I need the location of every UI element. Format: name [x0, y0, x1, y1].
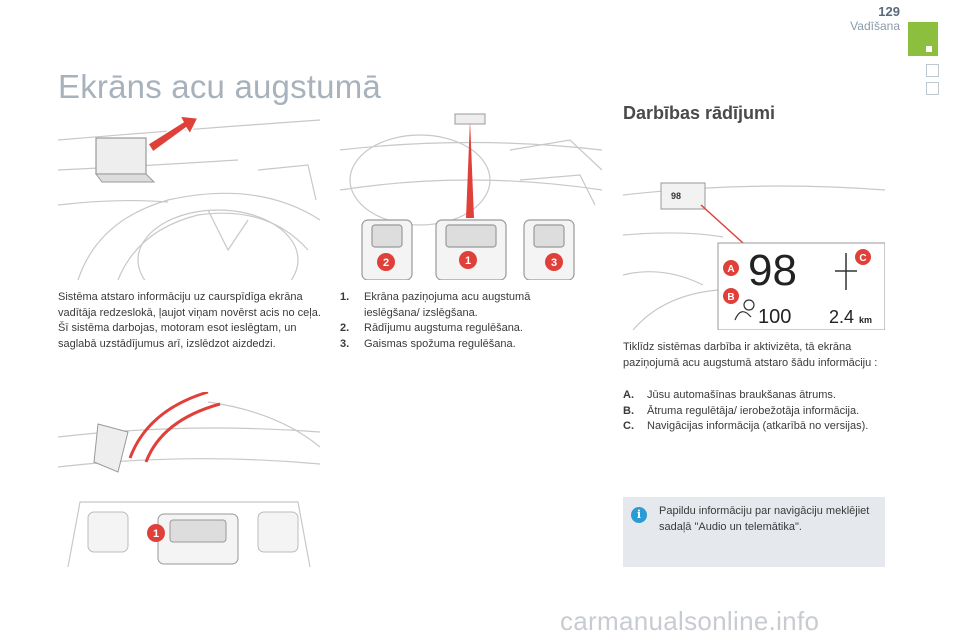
- list-text: Jūsu automašīnas braukšanas ātrums.: [647, 389, 836, 401]
- callout-3: 3: [550, 257, 558, 269]
- info-icon: i: [631, 507, 647, 523]
- page-number: 129: [878, 4, 900, 19]
- dashboard-buttons-illustration: [340, 110, 602, 280]
- info-note-box: [623, 497, 885, 567]
- list-key: B.: [623, 404, 634, 417]
- section-label: Vadīšana: [850, 19, 900, 33]
- list-key: 1.: [340, 291, 350, 303]
- callout-2: 2: [382, 257, 390, 269]
- red-arrow: [148, 116, 198, 152]
- list-text: Ekrāna paziņojuma acu augstumā ieslēgšana/ izslēgšana.: [364, 291, 531, 319]
- display-list: [623, 388, 888, 435]
- chapter-tab[interactable]: [908, 22, 938, 56]
- list-item: [623, 419, 888, 435]
- display-intro: Tiklīdz sistēmas darbība ir aktivizēta, tā ekrāna paziņojumā acu augstumā atstaro šādu informāciju :: [623, 341, 878, 369]
- callout-1: 1: [464, 255, 472, 267]
- hud-distance: 2.4: [829, 307, 855, 327]
- chapter-marker-2[interactable]: [926, 82, 939, 95]
- list-key: 3.: [340, 337, 350, 350]
- callout-1-bottom: 1: [152, 528, 160, 540]
- controls-list: [340, 290, 575, 352]
- callout-b: B: [727, 292, 735, 303]
- list-text: Rādījumu augstuma regulēšana.: [364, 322, 523, 334]
- list-key: A.: [623, 389, 634, 401]
- list-text: Navigācijas informācija (atkarībā no versijas).: [647, 420, 869, 432]
- page-title: Ekrāns acu augstumā: [58, 68, 381, 105]
- footer-watermark: carmanualsonline.info: [560, 606, 820, 636]
- chapter-marker-1[interactable]: [926, 64, 939, 77]
- list-text: Ātruma regulētāja/ ierobežotāja informācija.: [647, 404, 860, 417]
- list-item: [340, 290, 575, 321]
- hud-button-illustration: [58, 392, 320, 567]
- hud-screen-illustration: [58, 110, 320, 280]
- section-subtitle: Darbības rādījumi: [623, 103, 776, 123]
- intro-line-2: Šī sistēma darbojas, motoram esot ieslēgtam, un saglabā uzstādījumus arī, izslēdzot aizdedzi.: [58, 322, 297, 350]
- info-note-text: Papildu informāciju par navigāciju meklējiet sadaļā "Audio un telemātika".: [659, 505, 870, 533]
- list-item: [623, 404, 888, 420]
- list-item: [623, 388, 888, 404]
- hud-distance-unit: km: [859, 315, 873, 325]
- intro-paragraph: [58, 290, 323, 352]
- hud-speed: 98: [748, 246, 797, 295]
- list-key: 2.: [340, 322, 350, 334]
- list-key: C.: [623, 420, 634, 432]
- tab-marker: [926, 46, 932, 52]
- pointer-line: [466, 120, 474, 218]
- hud-limit: 100: [758, 306, 792, 328]
- mini-speed: 98: [671, 191, 682, 201]
- hud-display-illustration: [623, 165, 885, 330]
- list-text: Gaismas spožuma regulēšana.: [364, 337, 516, 350]
- list-item: [340, 321, 575, 337]
- intro-line-1: Sistēma atstaro informāciju uz caurspīdīga ekrāna vadītāja redzeslokā, ļaujot viņam novērst acis no ceļa.: [58, 291, 321, 319]
- list-item: [340, 337, 575, 353]
- callout-a: A: [727, 264, 735, 275]
- callout-c: C: [859, 253, 867, 264]
